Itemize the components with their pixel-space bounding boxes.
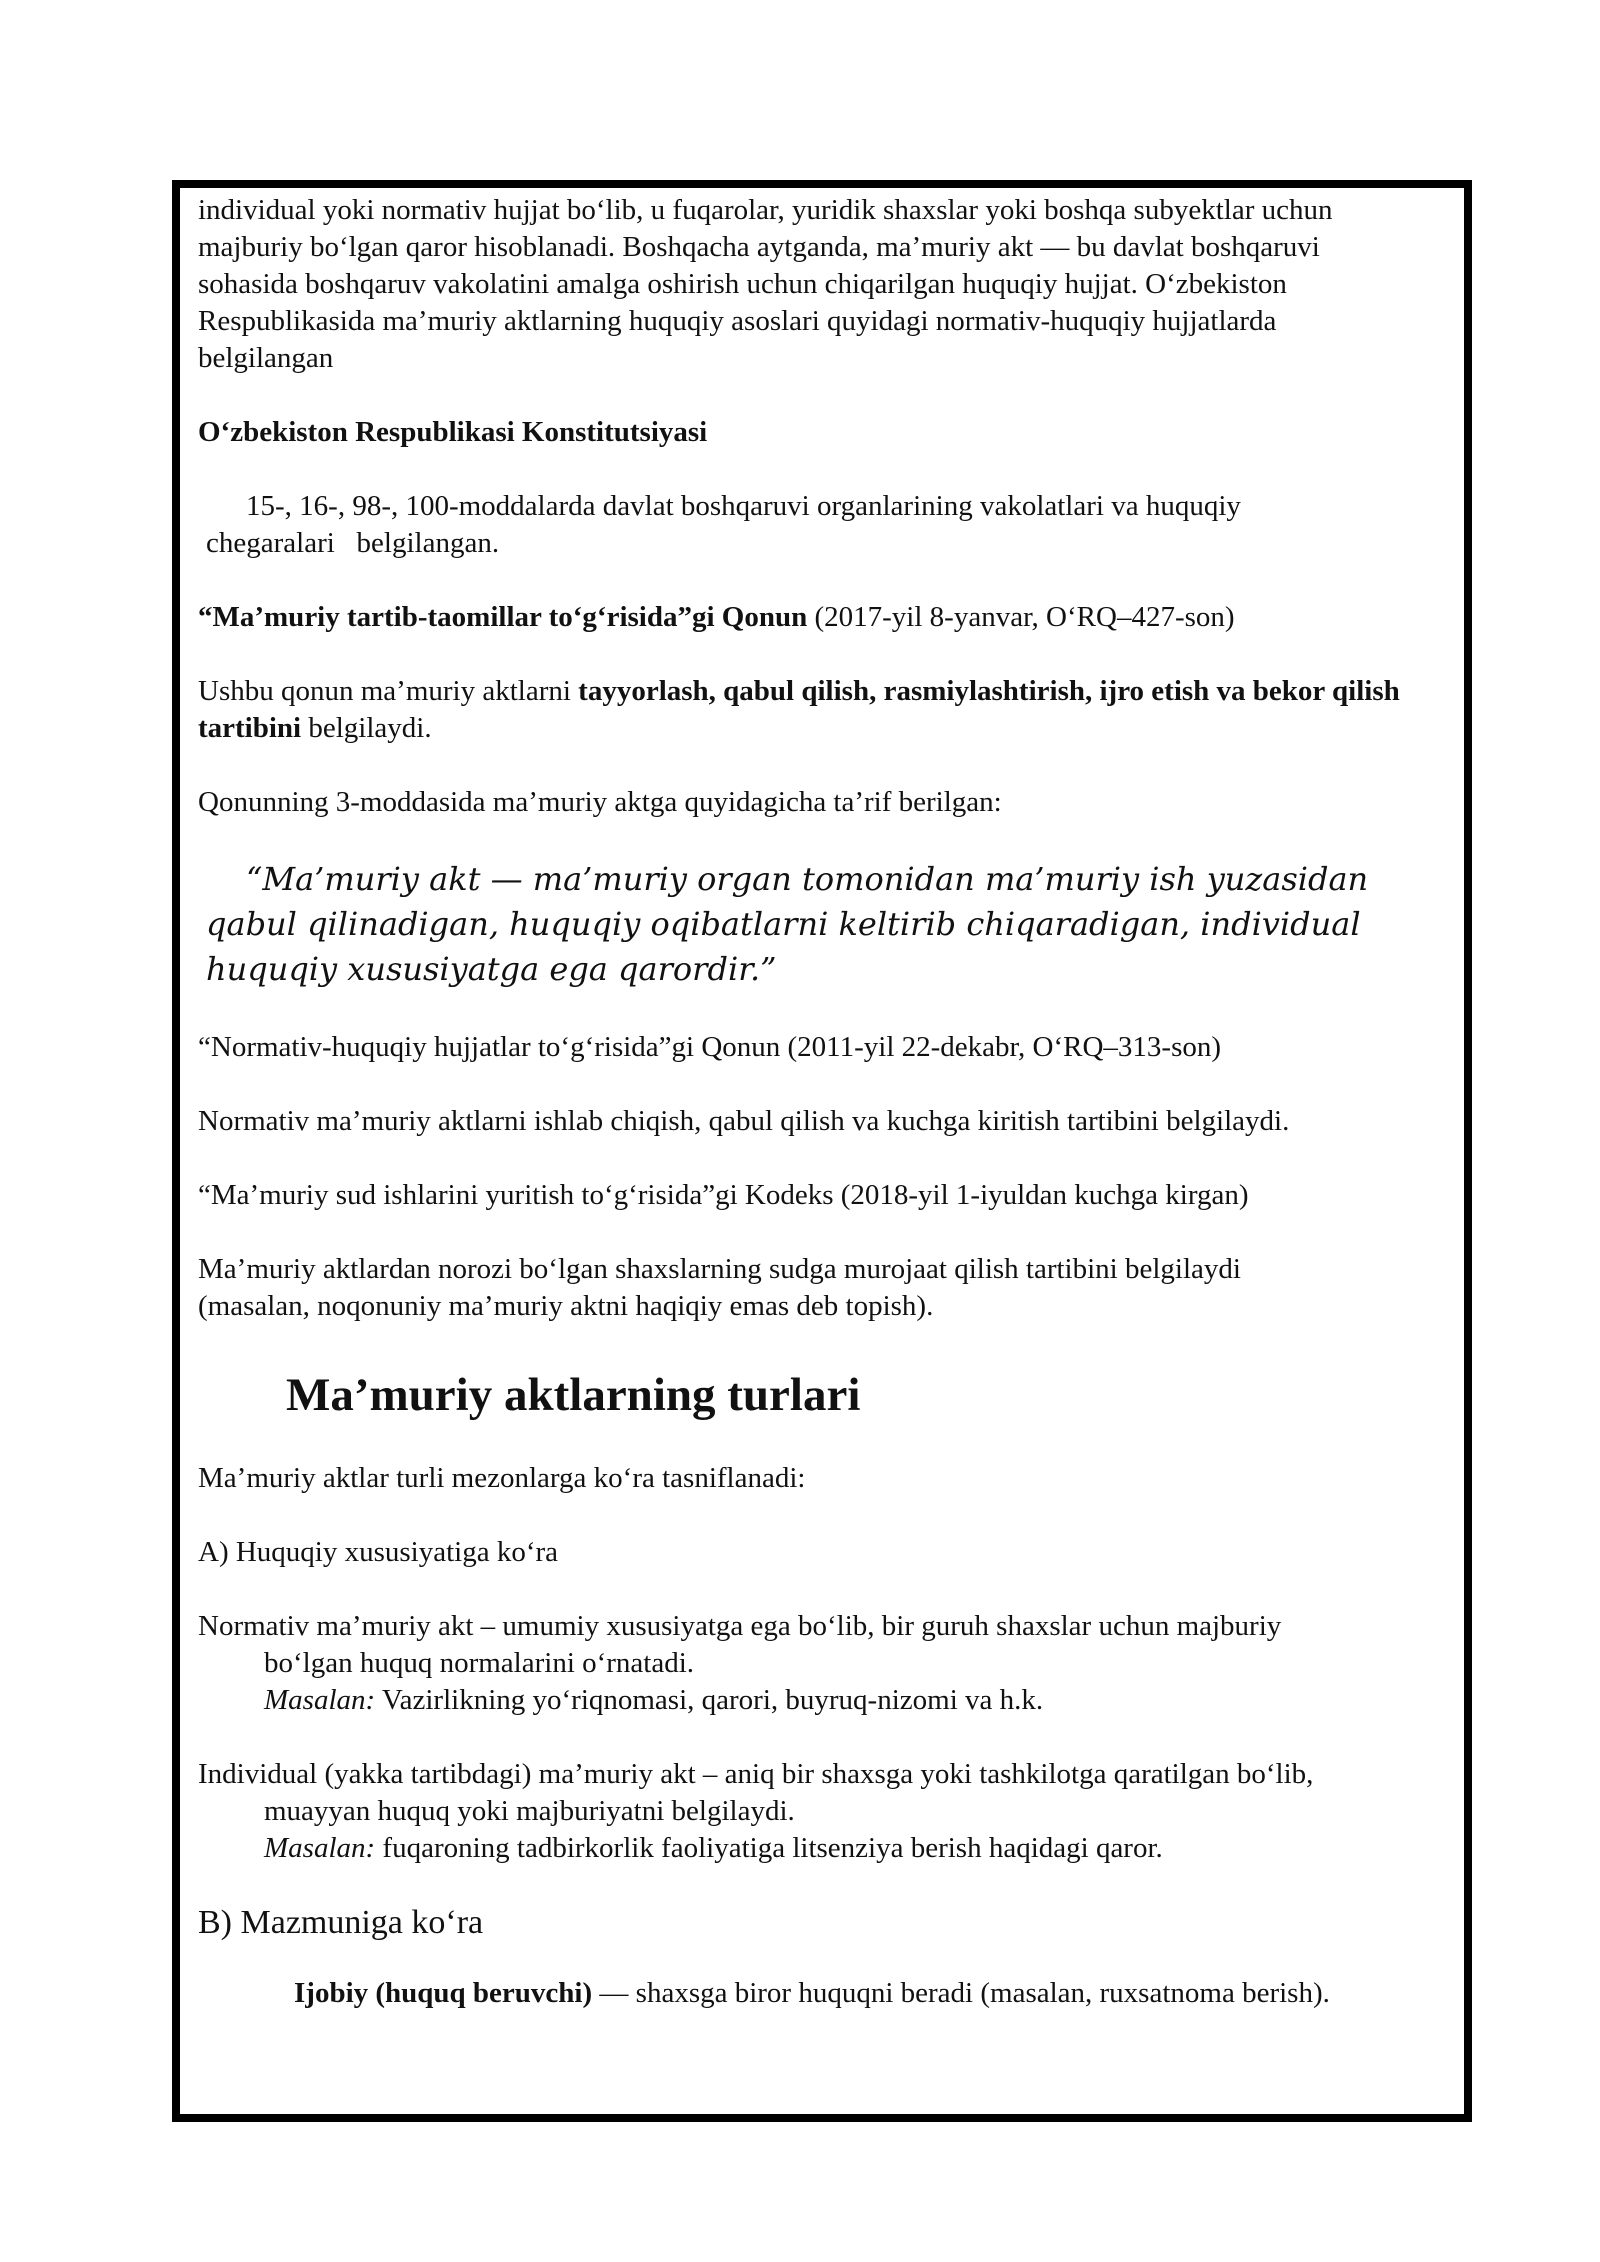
intro-line: majburiy bo‘lgan qaror hisoblanadi. Boshqacha aytganda, ma’muriy akt — bu davlat boshqaruvi <box>198 231 1320 263</box>
law1-description: Ushbu qonun ma’muriy aktlarni tayyorlash, qabul qilish, rasmiylashtirish, ijro etish va bekor qilish tartibini belgilaydi. <box>198 675 1400 744</box>
types-intro: Ma’muriy aktlar turli mezonlarga ko‘ra tasniflanadi: <box>198 1462 806 1494</box>
intro-line: individual yoki normativ hujjat bo‘lib, u fuqarolar, yuridik shaxslar yoki boshqa subyektlar uchun <box>198 194 1333 226</box>
definition-quote <box>198 857 1446 992</box>
intro-line: sohasida boshqaruv vakolatini amalga oshirish uchun chiqarilgan huquqiy hujjat. O‘zbekiston <box>198 268 1287 300</box>
constitution-line: chegaralari belgilangan. <box>206 527 500 559</box>
quote-line: qabul qilinadigan, huquqiy oqibatlarni keltirib chiqaradigan, individual <box>206 905 1361 943</box>
law1-title: “Ma’muriy tartib-taomillar to‘g‘risida”gi Qonun (2017-yil 8-yanvar, O‘RQ–427-son) <box>198 601 1235 633</box>
constitution-title: O‘zbekiston Respublikasi Konstitutsiyasi <box>198 416 708 448</box>
intro-line: belgilangan <box>198 342 334 374</box>
normativ-definition: Normativ ma’muriy akt – umumiy xususiyatga ega bo‘lib, bir guruh shaxslar uchun majburiy bo‘lgan huquq normalarini o‘rnatadi. Masalan: Vazirlikning yo‘riqnomasi, qarori, buyruq-nizomi va h.k. <box>198 1610 1282 1716</box>
code-line: (masalan, noqonuniy ma’muriy aktni haqiqiy emas deb topish). <box>198 1290 934 1322</box>
quote-line: huquqiy xususiyatga ega qarordir.” <box>206 950 777 988</box>
law2-description: Normativ ma’muriy aktlarni ishlab chiqish, qabul qilish va kuchga kiritish tartibini belgilaydi. <box>198 1105 1290 1137</box>
quote-line: “Ma’muriy akt — ma’muriy organ tomonidan ma’muriy ish yuzasidan <box>246 860 1369 898</box>
code-title: “Ma’muriy sud ishlarini yuritish to‘g‘risida”gi Kodeks (2018-yil 1-iyuldan kuchga kirgan) <box>198 1179 1249 1211</box>
ijobiy-definition: Ijobiy (huquq beruvchi) — shaxsga biror huquqni beradi (masalan, ruxsatnoma berish). <box>294 1977 1330 2009</box>
document-body <box>198 192 1446 2012</box>
individual-definition: Individual (yakka tartibdagi) ma’muriy akt – aniq bir shaxsga yoki tashkilotga qaratilgan bo‘lib, muayyan huquq yoki majburiyatni belgilaydi. Masalan: fuqaroning tadbirkorlik faoliyatiga litsenziya berish haqidagi qaror. <box>198 1758 1314 1864</box>
law2-title: “Normativ-huquqiy hujjatlar to‘g‘risida”gi Qonun (2011-yil 22-dekabr, O‘RQ–313-son) <box>198 1031 1222 1063</box>
group-b-label: B) Mazmuniga ko‘ra <box>198 1904 484 1941</box>
constitution-line: 15-, 16-, 98-, 100-moddalarda davlat boshqaruvi organlarining vakolatlari va huquqiy <box>246 490 1241 522</box>
law1-ref: (2017-yil 8-yanvar, O‘RQ–427-son) <box>807 601 1235 633</box>
section-heading: Ma’muriy aktlarning turlari <box>286 1369 861 1421</box>
intro-line: Respublikasida ma’muriy aktlarning huquqiy asoslari quyidagi normativ-huquqiy hujjatlarda <box>198 305 1277 337</box>
page-frame <box>172 180 1472 2122</box>
code-line: Ma’muriy aktlardan norozi bo‘lgan shaxslarning sudga murojaat qilish tartibini belgilaydi <box>198 1253 1241 1285</box>
law1-article3: Qonunning 3-moddasida ma’muriy aktga quyidagicha ta’rif berilgan: <box>198 786 1002 818</box>
group-a-label: A) Huquqiy xususiyatiga ko‘ra <box>198 1536 559 1568</box>
